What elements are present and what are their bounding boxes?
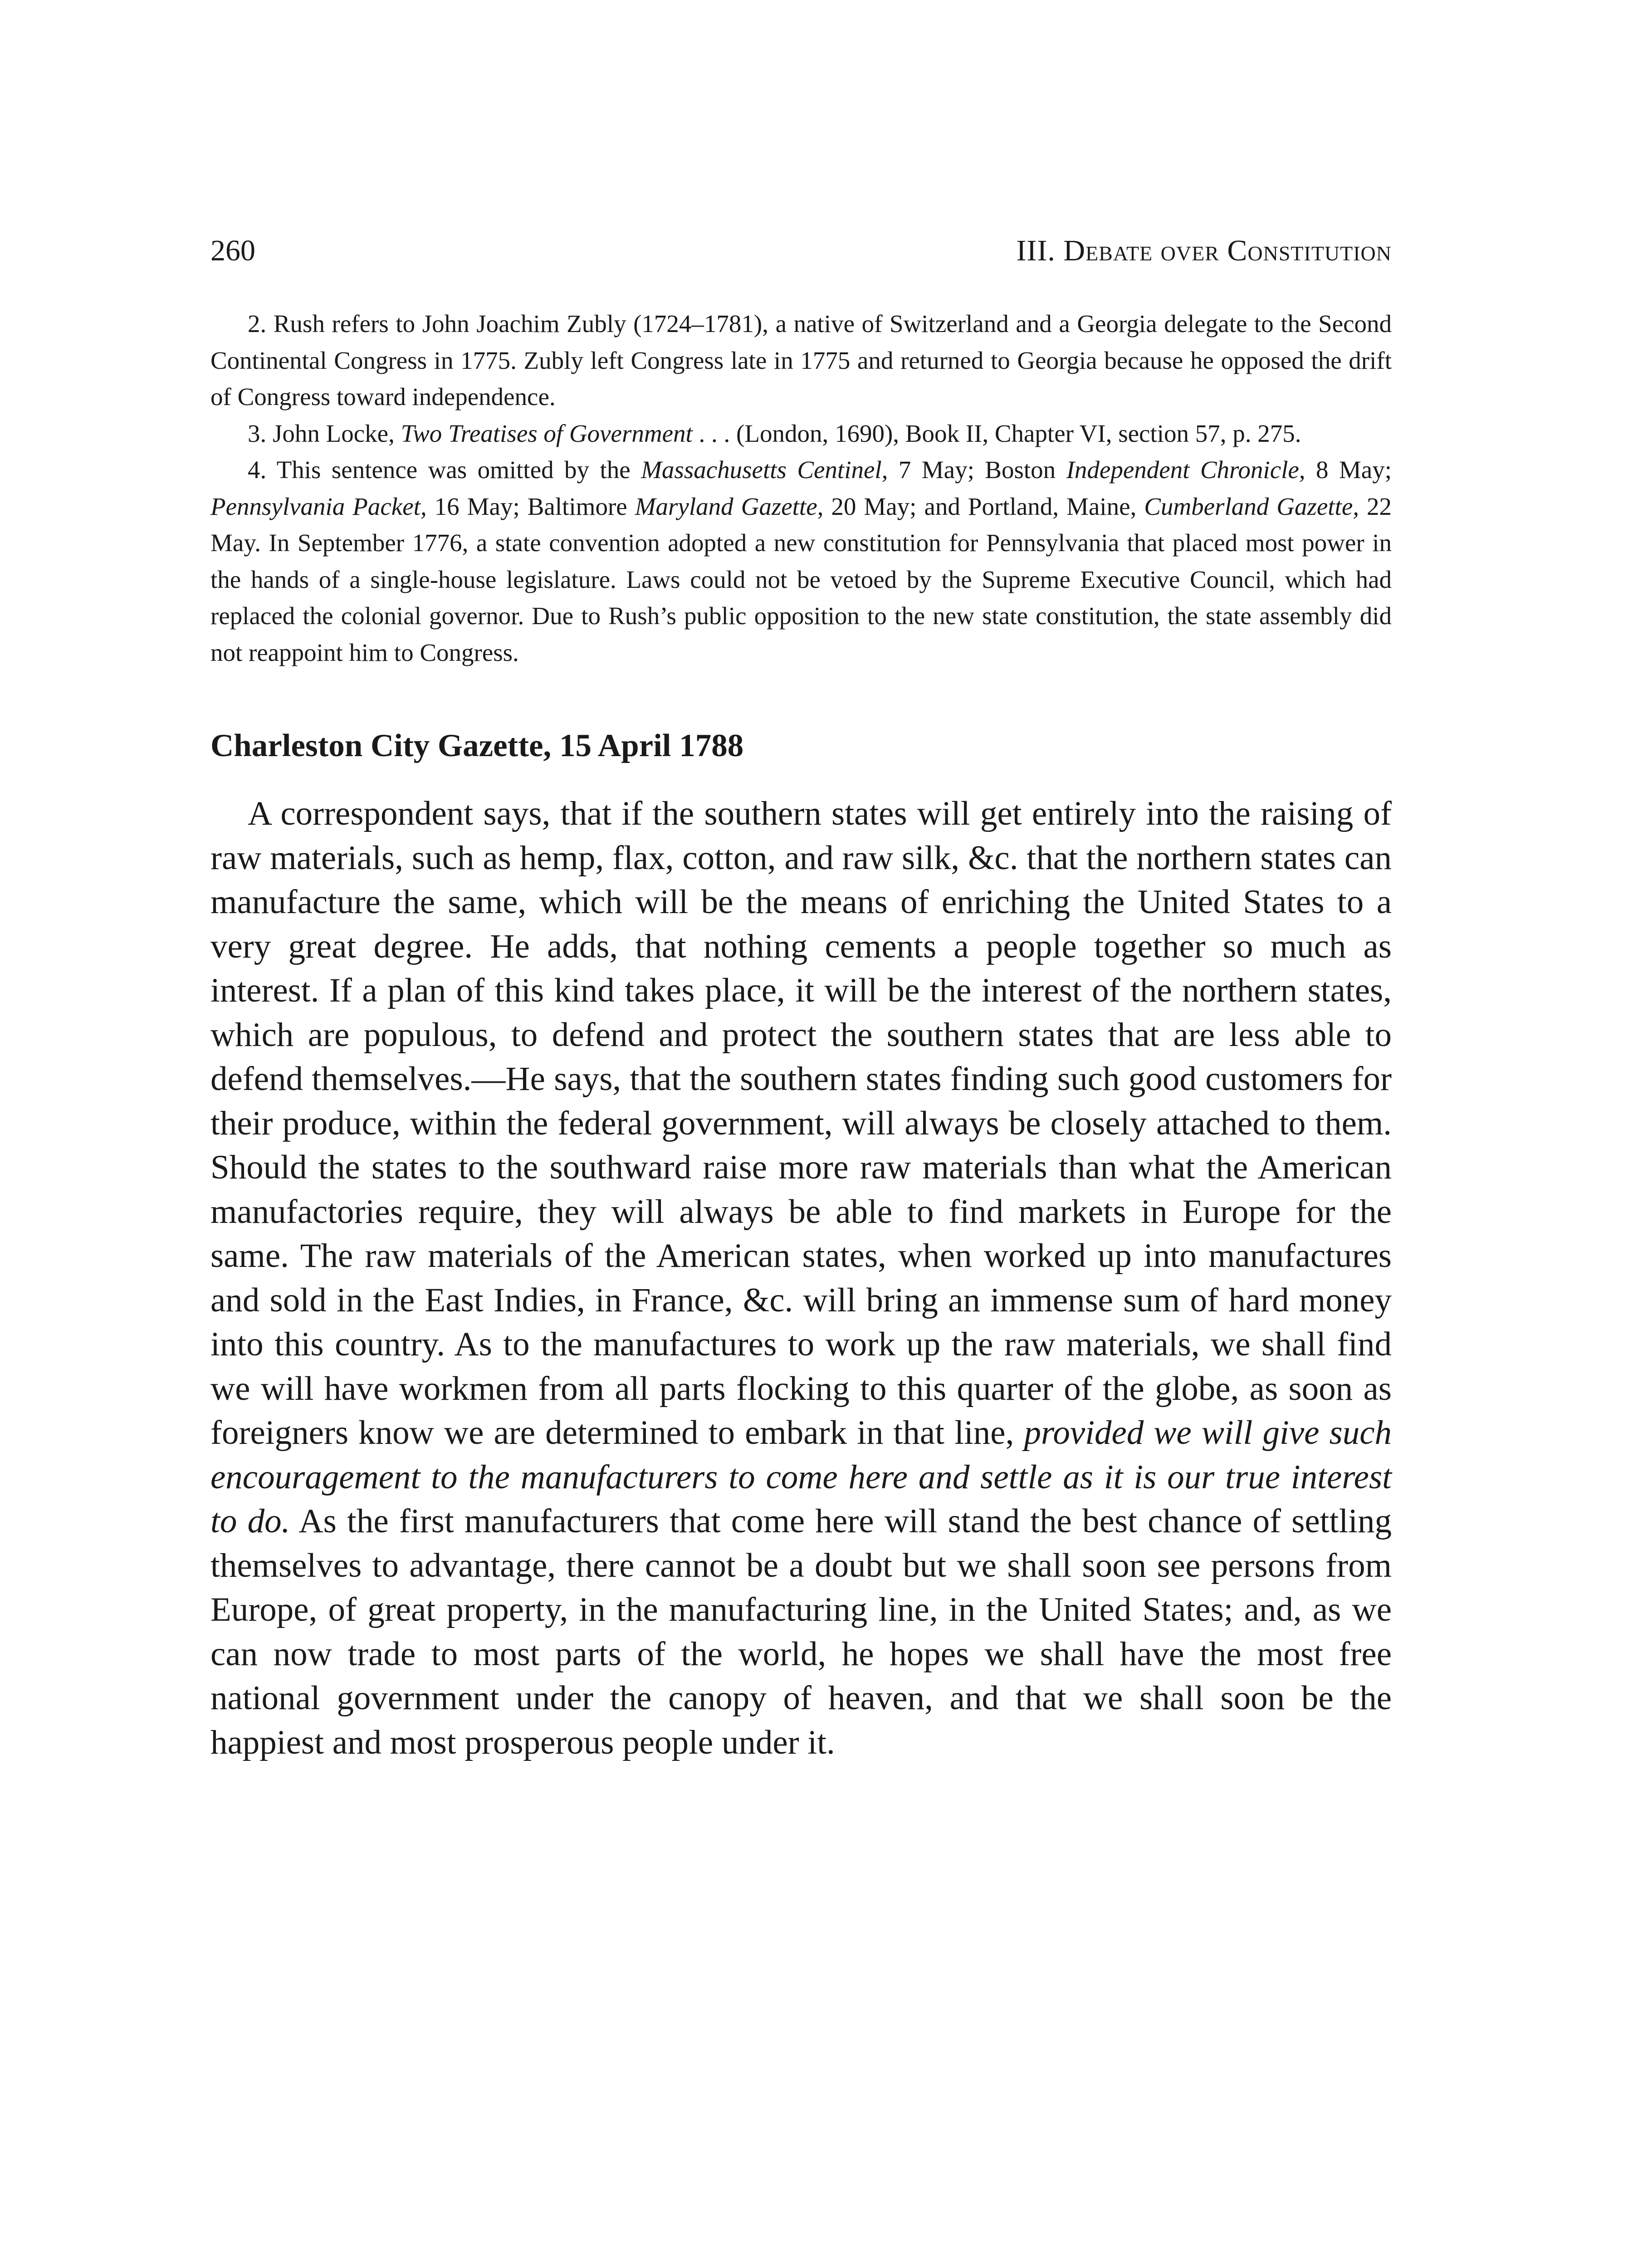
italic-run: Cumberland Gazette, — [1144, 492, 1359, 520]
italic-run: Massachusetts Centinel, — [641, 456, 888, 484]
endnotes — [210, 306, 1392, 671]
section-heading: Charleston City Gazette, 15 April 1788 — [210, 728, 744, 763]
italic-run: provided we will give such encouragement to the manufacturers to come here and settle as it is our true interest to do. — [210, 1414, 1392, 1540]
italic-run: Maryland Gazette, — [635, 492, 824, 520]
running-head-title: III. Debate over Constitution — [1016, 234, 1392, 267]
italic-run: Pennsylvania Packet, — [210, 492, 427, 520]
document-page — [210, 230, 1392, 1765]
section-body: A correspondent says, that if the southern states will get entirely into the raising of raw materials, such as hemp, flax, cotton, and raw silk, &c. that the northern states can manufacture the same, which will be the means of enriching the United States to a very great degree. He adds, that nothing cements a people together so much as interest. If a plan of this kind takes place, it will be the interest of the northern states, which are populous, to defend and protect the southern states that are less able to defend themselves.—He says, that the southern states finding such good customers for their produce, within the federal government, will always be closely attached to them. Should the states to the southward raise more raw materials than what the American manufactories require, they will always be able to find markets in Europe for the same. The raw materials of the American states, when worked up into manufactures and sold in the East Indies, in France, &c. will bring an immense sum of hard money into this country. As to the manufactures to work up the raw materials, we shall find we will have workmen from all parts flocking to this quarter of the globe, as soon as foreigners know we are determined to embark in that line, provided we will give such encouragement to the manufacturers to come here and settle as it is our true interest to do. As the first manufacturers that come here will stand the best chance of settling themselves to advantage, there cannot be a doubt but we shall soon see persons from Europe, of great property, in the manufacturing line, in the United States; and, as we can now trade to most parts of the world, he hopes we shall have the most free national government under the canopy of heaven, and that we shall soon be the happiest and most prosperous people under it. — [210, 795, 1392, 1761]
page-number: 260 — [210, 234, 255, 267]
running-head — [210, 230, 1392, 271]
italic-run: Two Treatises of Government — [401, 419, 693, 447]
endnote-4: 4. This sentence was omitted by the Massachusetts Centinel, 7 May; Boston Independent Chronicle, 8 May; Pennsylvania Packet, 16 May; Baltimore Maryland Gazette, 20 May; and Portland, Maine, Cumberland Gazette, 22 May. In September 1776, a state convention adopted a new constitution for Pennsylvania that placed most power in the hands of a single-house legislature. Laws could not be vetoed by the Supreme Executive Council, which had replaced the colonial governor. Due to Rush’s public opposition to the new state constitution, the state assembly did not reappoint him to Congress. — [210, 456, 1392, 666]
endnote-3: 3. John Locke, Two Treatises of Government . . . (London, 1690), Book II, Chapter VI, section 57, p. 275. — [248, 419, 1301, 447]
italic-run: Independent Chronicle, — [1066, 456, 1305, 484]
endnote-2: 2. Rush refers to John Joachim Zubly (1724–1781), a native of Switzerland and a Georgia delegate to the Second Continental Congress in 1775. Zubly left Congress late in 1775 and returned to Georgia because he opposed the drift of Congress toward independence. — [210, 310, 1392, 411]
